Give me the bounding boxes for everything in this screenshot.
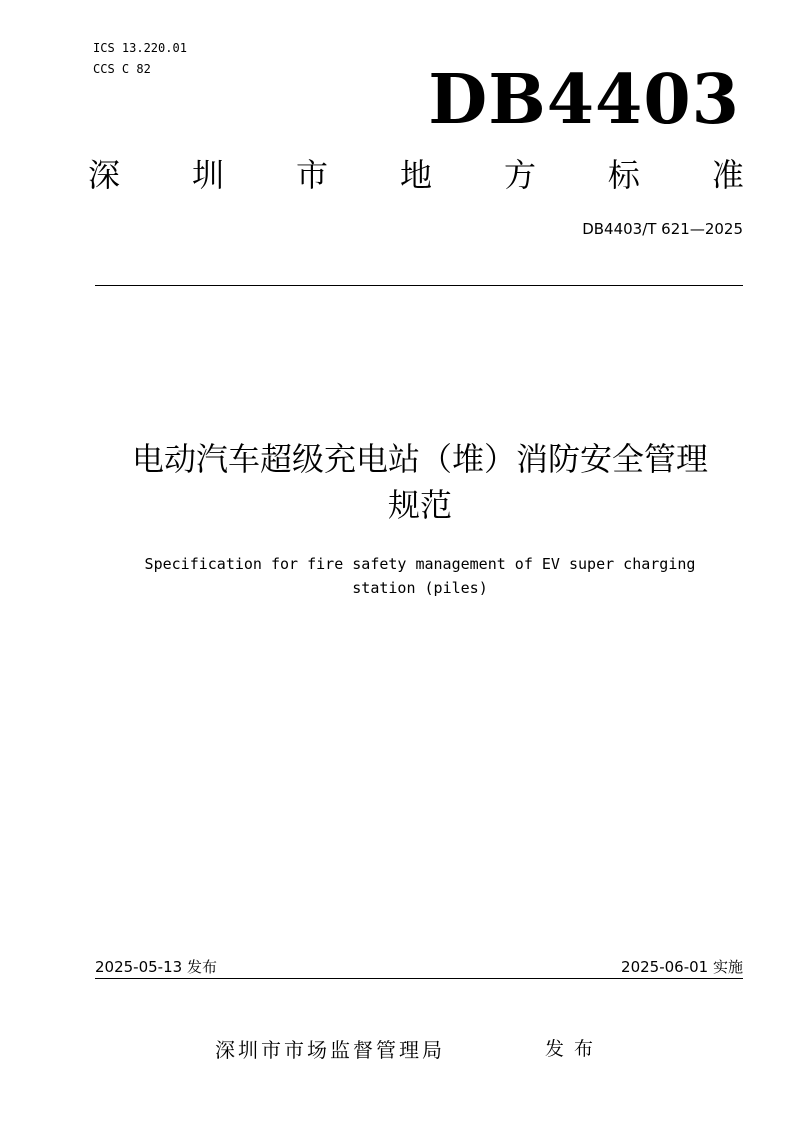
title-english-line: station (piles) xyxy=(352,579,488,597)
issuing-authority: 深圳市市场监督管理局 xyxy=(215,1038,445,1062)
standard-type-char: 标 xyxy=(607,156,640,194)
standard-type-char: 地 xyxy=(399,156,432,194)
title-chinese-line: 规范 xyxy=(387,486,452,524)
standard-type-char: 方 xyxy=(503,156,536,194)
ics-code: ICS 13.220.01 xyxy=(93,41,187,55)
standard-type-char: 准 xyxy=(711,156,744,194)
standard-type xyxy=(88,153,744,197)
standard-type-char: 圳 xyxy=(191,156,224,194)
title-chinese xyxy=(90,436,750,528)
implementation-date: 2025-06-01 实施 xyxy=(621,958,743,976)
header-divider xyxy=(95,285,743,286)
standard-mark: DB4403 xyxy=(428,60,740,140)
title-chinese-line: 电动汽车超级充电站（堆）消防安全管理 xyxy=(131,440,708,478)
ccs-code: CCS C 82 xyxy=(93,62,151,76)
issue-label: 发布 xyxy=(545,1038,604,1060)
title-english xyxy=(90,552,750,600)
footer-divider xyxy=(95,978,743,979)
standard-type-char: 深 xyxy=(88,156,121,194)
standard-number: DB4403/T 621—2025 xyxy=(582,220,743,238)
standard-type-char: 市 xyxy=(295,156,328,194)
title-english-line: Specification for fire safety management of EV super charging xyxy=(144,555,696,573)
issue-date: 2025-05-13 发布 xyxy=(95,958,217,976)
